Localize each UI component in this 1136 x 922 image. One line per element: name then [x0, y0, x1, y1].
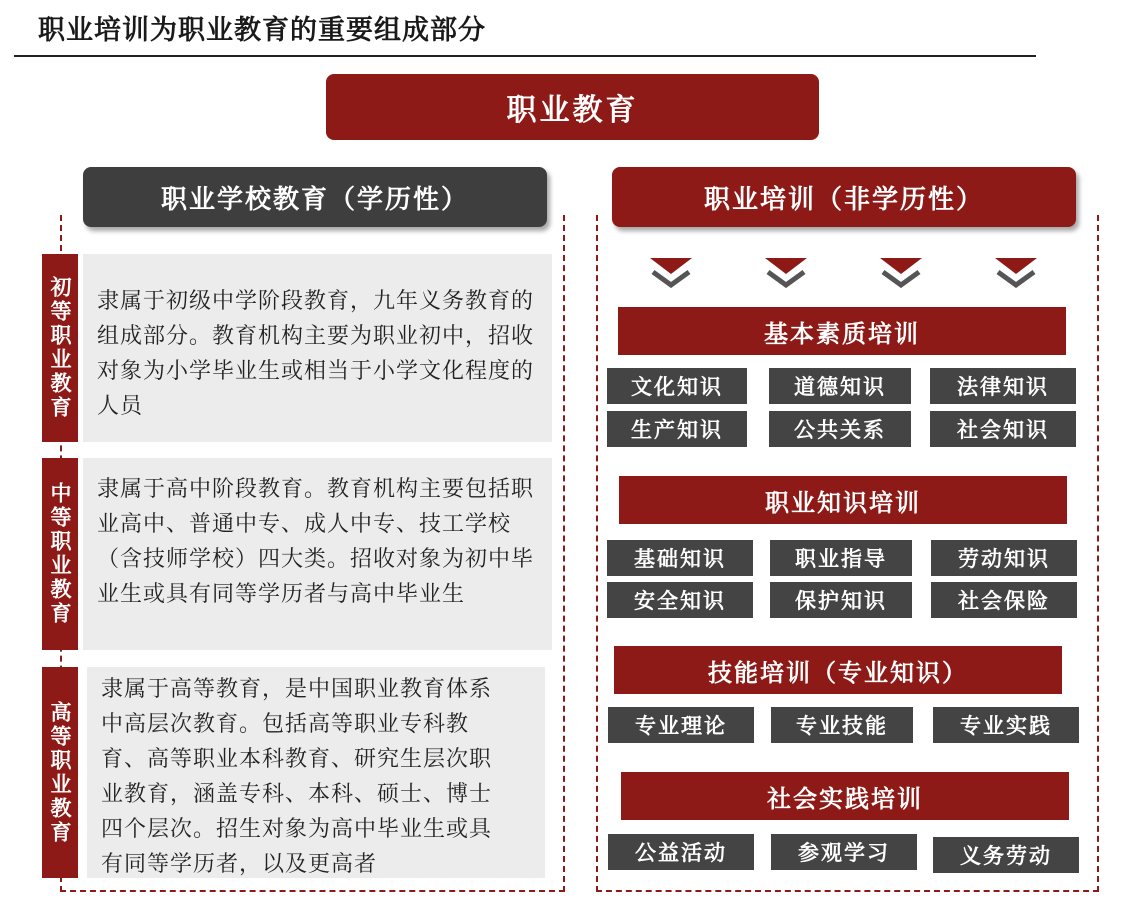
section-social-practice: 社会实践培训: [621, 772, 1069, 820]
item-box: 专业实践: [933, 707, 1079, 743]
item-box: 公共关系: [769, 411, 911, 447]
item-box: 文化知识: [607, 368, 747, 404]
item-box: 义务劳动: [933, 837, 1079, 873]
right-header: 职业培训（非学历性）: [612, 167, 1076, 227]
chevron-down-icon: [650, 258, 692, 288]
item-box: 法律知识: [930, 368, 1076, 404]
item-box: 职业指导: [770, 540, 912, 576]
item-box: 基础知识: [607, 540, 753, 576]
item-box: 社会知识: [930, 411, 1076, 447]
section-vocational-knowledge: 职业知识培训: [619, 476, 1067, 524]
chevron-down-icon: [880, 258, 922, 288]
title-divider: [14, 55, 1036, 57]
item-box: 劳动知识: [931, 540, 1077, 576]
section-basic-quality: 基本素质培训: [618, 307, 1066, 355]
row-label-higher: 高等职业教育: [42, 667, 78, 878]
row-desc-secondary: 隶属于高中阶段教育。教育机构主要包括职业高中、普通中专、成人中专、技工学校（含技师学校）四大类。招收对象为初中毕业生或具有同等学历者与高中毕业生: [83, 458, 552, 650]
row-desc-higher: 隶属于高等教育，是中国职业教育体系中高层次教育。包括高等职业专科教育、高等职业本科教育、研究生层次职业教育，涵盖专科、本科、硕士、博士四个层次。招生对象为高中毕业生或具有同等学历者，以及更高者: [87, 667, 545, 878]
section-skill-training: 技能培训（专业知识）: [614, 646, 1062, 694]
item-box: 公益活动: [608, 834, 754, 870]
left-header: 职业学校教育（学历性）: [83, 167, 547, 227]
item-box: 专业理论: [608, 707, 754, 743]
chevron-down-icon: [765, 258, 807, 288]
item-box: 专业技能: [771, 707, 913, 743]
item-box: 安全知识: [607, 582, 753, 618]
item-box: 社会保险: [931, 582, 1077, 618]
row-label-primary: 初等职业教育: [42, 254, 78, 442]
chevron-down-icon: [995, 258, 1037, 288]
row-desc-primary: 隶属于初级中学阶段教育，九年义务教育的组成部分。教育机构主要为职业初中，招收对象为小学毕业生或相当于小学文化程度的人员: [83, 254, 552, 442]
item-box: 保护知识: [770, 582, 912, 618]
item-box: 参观学习: [771, 834, 917, 870]
page-title: 职业培训为职业教育的重要组成部分: [38, 15, 486, 46]
main-banner: 职业教育: [326, 74, 819, 140]
item-box: 道德知识: [769, 368, 911, 404]
item-box: 生产知识: [607, 411, 747, 447]
row-label-secondary: 中等职业教育: [42, 458, 78, 650]
